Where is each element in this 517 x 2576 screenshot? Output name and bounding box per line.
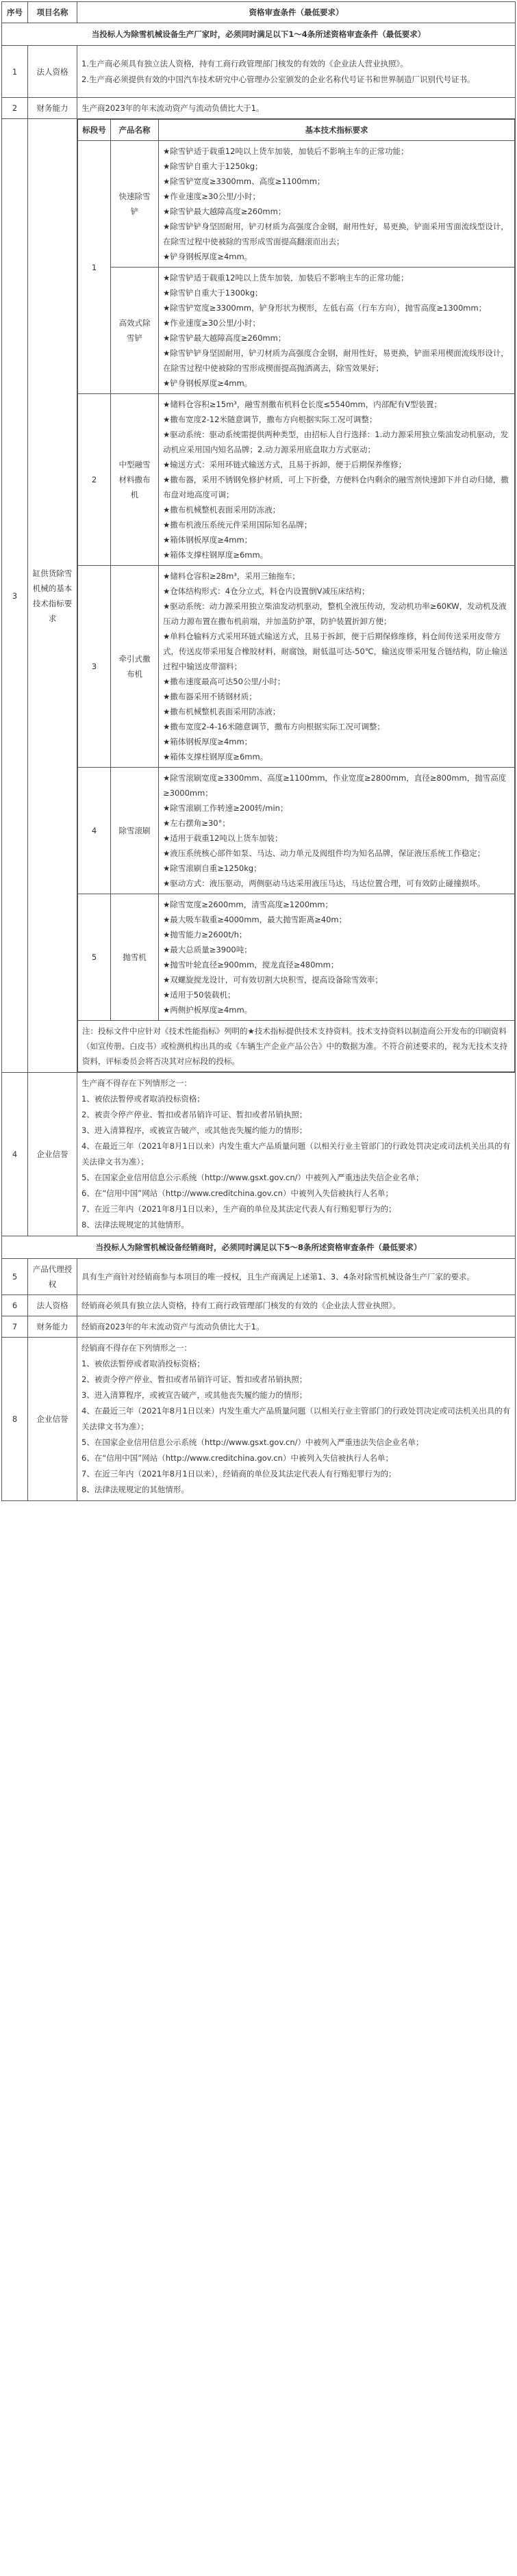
- spec-item: ★撒布速度最高可达50公里/小时；: [163, 677, 286, 686]
- spec-item: ★仓体结构形式：4仓分立式，料仓内设置倒V减压床结构；: [163, 586, 370, 596]
- requirement-cell: 生产商2023年的年末流动资产与流动负债比大于1。: [77, 98, 516, 119]
- header-spec: 基本技术指标要求: [159, 120, 515, 141]
- spec-item: ★撒布机械整机表面采用防冻液；: [163, 505, 281, 515]
- spec-item: ★储料仓容积≥15m³，融雪剂撒布机料仓长度≤5540mm，内部配有V型装置；: [163, 400, 442, 409]
- item-name-cell: 法人资格: [28, 46, 77, 98]
- product-name: 牵引式撒布机: [111, 566, 159, 768]
- requirement-cell: 经销商必须具有独立法人资格，持有工商行政管理部门核发的有效的《企业法人营业执照》。: [77, 1295, 516, 1316]
- lot-3-row: [78, 566, 515, 768]
- distributor-banner: 当投标人为除雪机械设备经销商时，必须同时满足以下5～8条所述资格审查条件（最低要求）: [2, 1236, 516, 1259]
- seq-cell: 2: [2, 98, 28, 119]
- lot-2-row: [78, 394, 515, 566]
- spec-item: ★除雪滚刷自重≥1250kg；: [163, 863, 262, 873]
- requirement-line: 8、法律法规规定的其他情形。: [81, 1220, 189, 1230]
- spec-item: ★撒布器采用不锈钢材质；: [163, 692, 257, 701]
- spec-item: ★除雪铲适于载重12吨以上货车加装，加装后不影响主车的正常功能；: [163, 146, 409, 156]
- spec-item: ★箱体钢板厚度≥4mm；: [163, 535, 253, 545]
- lot-number: 1: [78, 141, 111, 394]
- requirement-line: 7、在近三年内（2021年8月1日以来），经销商的单位及其法定代表人有行贿犯罪行为的；: [81, 1469, 396, 1479]
- item-name-cell: 产品代理授权: [28, 1259, 77, 1295]
- spec-item: ★撒布机械整机表面采用防冻液；: [163, 707, 281, 716]
- row-3: [2, 119, 516, 1073]
- lot-number: 3: [78, 566, 111, 768]
- header-product: 产品名称: [111, 120, 159, 141]
- row-6: [2, 1295, 516, 1316]
- product-name: 中型融雪材料撒布机: [111, 394, 159, 566]
- spec-item: ★两侧护板厚度≥4mm。: [163, 1005, 253, 1015]
- spec-item: ★除雪铲自重大于1250kg；: [163, 161, 263, 171]
- item-name-cell: 企业信誉: [28, 1073, 77, 1236]
- spec-item: ★除雪铲自重大于1300kg；: [163, 288, 263, 298]
- spec-header-row: [78, 120, 515, 141]
- manufacturer-banner-row: [2, 23, 516, 46]
- header-seq: 序号: [2, 2, 28, 23]
- requirement-line: 7、在近三年内（2021年8月1日以来），生产商的单位及其法定代表人有行贿犯罪行为的；: [81, 1204, 396, 1214]
- spec-item: ★撒布器，采用不锈钢免修护材质，可上下折叠，方便料仓内剩余的融雪剂快速卸下并自动归储，撒布盘对地高度可调；: [163, 475, 509, 499]
- spec-list: [159, 268, 515, 394]
- row-4: [2, 1073, 516, 1236]
- requirement-line: 2、被责令停产停业、暂扣或者吊销许可证、暂扣或者吊销执照；: [81, 1110, 307, 1119]
- row-7: [2, 1316, 516, 1338]
- spec-item: ★除雪铲宽度≥3300mm、高度≥1100mm；: [163, 177, 325, 186]
- requirement-cell: 经销商2023年的年末流动资产与流动负债比大于1。: [77, 1316, 516, 1338]
- item-name-cell: 缸供货除雪机械的基本技术指标要求: [28, 119, 77, 1073]
- product-name: 快速除雪铲: [111, 141, 159, 268]
- header-lot: 标段号: [78, 120, 111, 141]
- requirement-cell: [77, 46, 516, 98]
- distributor-banner-row: [2, 1236, 516, 1259]
- header-row: [2, 2, 516, 23]
- requirement-line: 1、被依法暂停或者取消投标资格；: [81, 1094, 205, 1104]
- spec-item: ★箱体钢板厚度≥4mm；: [163, 737, 253, 746]
- spec-item: ★作业速度≥30公里/小时；: [163, 192, 260, 201]
- spec-item: ★撒布机液压系统元件采用国际知名品牌；: [163, 520, 312, 530]
- spec-item: ★驱动系统：驱动系统需提供两种类型，由招标人自行选择：1.动力源采用独立柴油发动机驱动，发动机应采用国内知名品牌；2.动力源采用底盘取力方式驱动；: [163, 430, 509, 454]
- spec-item: ★抛雪能力≥2600t/h；: [163, 930, 247, 939]
- spec-item: ★除雪铲最大越障高度≥260mm；: [163, 333, 286, 343]
- requirement-line: 6、在“信用中国”网站（http://www.creditchina.gov.cn）中被列入失信被执行人名单；: [81, 1188, 393, 1198]
- spec-item: ★抛雪叶轮直径≥900mm，搅龙直径≥480mm；: [163, 960, 339, 970]
- spec-list: [159, 141, 515, 268]
- item-name-cell: 企业信誉: [28, 1338, 77, 1501]
- manufacturer-banner: 当投标人为除雪机械设备生产厂家时，必须同时满足以下1～4条所述资格审查条件（最低要求）: [2, 23, 516, 46]
- lot-number: 5: [78, 894, 111, 1021]
- spec-item: ★除雪滚刷工作转速≥200转/min；: [163, 803, 288, 813]
- spec-item: ★左右摆角≥30°；: [163, 818, 230, 828]
- spec-item: ★除雪铲宽度≥3300mm，铲身形状为楔形，左低右高（行车方向），抛雪高度≥1300mm；: [163, 303, 487, 313]
- product-name: 抛雪机: [111, 894, 159, 1021]
- row-2: [2, 98, 516, 119]
- requirement-line: 3、进入清算程序，或被宣告破产，或其他丧失履约能力的情形；: [81, 1390, 307, 1400]
- spec-item: ★驱动系统：动力源采用独立柴油发动机驱动，整机全液压传动，发动机功率≥60KW，发动机及液压动力源布置在撒布机前端，并加盖防护罩，防护装置折卸方便；: [163, 601, 507, 626]
- row-5: [2, 1259, 516, 1295]
- requirement-line: 4、在最近三年（2021年8月1日以来）内发生重大产品质量问题（以相关行业主管部门的行政处罚决定或司法机关出具的有关法律文书为准）；: [81, 1406, 511, 1431]
- requirement-line: 2.生产商必须提供有效的中国汽车技术研究中心管理办公室颁发的企业名称代号证书和世界制造厂识别代号证书。: [81, 74, 475, 84]
- spec-item: ★储料仓容积≥28m³，采用三轴拖车；: [163, 571, 300, 581]
- spec-item: ★铲身钢板厚度≥4mm。: [163, 252, 253, 261]
- row-1: [2, 46, 516, 98]
- spec-item: ★铲身钢板厚度≥4mm。: [163, 378, 253, 388]
- lot-1-row-b: [78, 268, 515, 394]
- spec-note-row: [78, 1021, 515, 1072]
- spec-item: ★除雪铲铲身坚固耐用，铲刃材质为高强度合金钢，耐用性好，易更换，铲面采用楔面流线形设计，在除雪过程中使被除的雪形成楔面提高抛洒离去，除雪效果好；: [163, 348, 509, 373]
- lot-number: 4: [78, 768, 111, 894]
- spec-item: ★输送方式：采用环链式输送方式，且易于拆卸，便于后期保养维修；: [163, 460, 407, 469]
- requirement-line: 8、法律法规规定的其他情形。: [81, 1485, 189, 1494]
- seq-cell: 1: [2, 46, 28, 98]
- requirement-line: 2、被责令停产停业、暂扣或者吊销许可证、暂扣或者吊销执照；: [81, 1375, 307, 1384]
- seq-cell: 8: [2, 1338, 28, 1501]
- row-8: [2, 1338, 516, 1501]
- requirement-line: 5、在国家企业信用信息公示系统（http://www.gsxt.gov.cn/）中被列入严重违法失信企业名单；: [81, 1173, 424, 1182]
- header-requirement: 资格审查条件（最低要求）: [77, 2, 516, 23]
- spec-item: ★除雪铲最大越障高度≥260mm；: [163, 207, 286, 216]
- requirement-line: 6、在“信用中国”网站（http://www.creditchina.gov.cn）中被列入失信被执行人名单；: [81, 1453, 393, 1463]
- spec-list: [159, 894, 515, 1021]
- requirement-intro: 生产商不得存在下列情形之一：: [81, 1078, 192, 1088]
- spec-item: ★驱动方式：液压驱动，两侧驱动马达采用液压马达，马达位置合理，可有效防止碰撞损坏。: [163, 879, 486, 888]
- product-name: 高效式除雪铲: [111, 268, 159, 394]
- lot-number: 2: [78, 394, 111, 566]
- item-name-cell: 财务能力: [28, 98, 77, 119]
- spec-item: ★除雪滚刷宽度≥3300mm、高度≥1100mm，作业宽度≥2800mm，直径≥800mm，抛雪高度≥3000mm；: [163, 773, 507, 798]
- requirement-line: 1、被依法暂停或者取消投标资格；: [81, 1359, 205, 1368]
- qualification-table: [1, 1, 516, 1501]
- requirement-line: 4、在最近三年（2021年8月1日以来）内发生重大产品质量问题（以相关行业主管部门的行政处罚决定或司法机关出具的有关法律文书为准）；: [81, 1141, 511, 1167]
- seq-cell: 5: [2, 1259, 28, 1295]
- seq-cell: 4: [2, 1073, 28, 1236]
- spec-item: ★箱体支撑柱钢厚度≥6mm。: [163, 752, 268, 762]
- item-name-cell: 法人资格: [28, 1295, 77, 1316]
- spec-item: ★双螺旋搅龙设计，可有效切割大块积雪，提高设备除雪效率；: [163, 975, 383, 985]
- spec-item: ★撒布宽度2-4-16米随意调节，撒布方向根据实际工况可调整；: [163, 722, 385, 731]
- requirement-cell: [77, 1073, 516, 1236]
- spec-item: ★适用于50装载机；: [163, 990, 236, 1000]
- tech-spec-table: [77, 119, 515, 1072]
- requirement-intro: 经销商不得存在下列情形之一：: [81, 1343, 192, 1353]
- spec-item: ★除雪宽度≥2600mm，清雪高度≥1200mm；: [163, 900, 333, 909]
- spec-list: [159, 566, 515, 768]
- seq-cell: 3: [2, 119, 28, 1073]
- spec-item: ★最大总质量≥3900吨；: [163, 945, 252, 954]
- item-name-cell: 财务能力: [28, 1316, 77, 1338]
- requirement-line: 5、在国家企业信用信息公示系统（http://www.gsxt.gov.cn/）中被列入严重违法失信企业名单；: [81, 1437, 424, 1447]
- spec-item: ★液压系统核心部件如泵、马达、动力单元及阀组件均为知名品牌，保证液压系统工作稳定；: [163, 848, 486, 858]
- lot-1-row-a: [78, 141, 515, 268]
- header-item: 项目名称: [28, 2, 77, 23]
- spec-item: ★单料仓输料方式采用环链式输送方式，且易于拆卸，便于后期保修维修，料仓间传送采用皮带方式，传送皮带采用复合橡胶材料，耐腐蚀，耐低温可达-50℃，输送皮带采用复合链结构，防止输送过程中输送皮带溜料；: [163, 632, 508, 671]
- spec-list: [159, 394, 515, 566]
- spec-list: [159, 768, 515, 894]
- spec-item: ★撒布宽度2-12米随意调节，撒布方向根据实际工况可调整；: [163, 415, 377, 424]
- lot-5-row: [78, 894, 515, 1021]
- spec-item: ★除雪铲铲身坚固耐用，铲刃材质为高强度合金钢，耐用性好，易更换，铲面采用雪面流线型设计，在除雪过程中使被除的雪形成雪面提高翻滚而出去；: [163, 222, 509, 246]
- requirement-cell: 具有生产商针对经销商参与本项目的唯一授权，且生产商满足上述第1、3、4条对除雪机械设备生产厂家的要求。: [77, 1259, 516, 1295]
- seq-cell: 7: [2, 1316, 28, 1338]
- requirement-line: 3、进入清算程序，或被宣告破产，或其他丧失履约能力的情形；: [81, 1126, 307, 1135]
- tech-spec-cell: [77, 119, 516, 1073]
- product-name: 除雪滚刷: [111, 768, 159, 894]
- spec-item: ★箱体支撑柱钢厚度≥6mm。: [163, 550, 268, 560]
- spec-item: ★最大吸车载重≥4000mm，最大抛雪距离≥40m；: [163, 915, 347, 924]
- requirement-line: 1.生产商必须具有独立法人资格，持有工商行政管理部门核发的有效的《企业法人营业执照》。: [81, 58, 408, 68]
- spec-item: ★作业速度≥30公里/小时；: [163, 318, 260, 328]
- spec-note: 注：投标文件中应针对《技术性能指标》列明的★技术指标提供技术支持资料。技术支持资料以制造商公开发布的印刷资料（如宣传册、白皮书）或检测机构出具的或《车辆生产企业产品公告》中的数据为准。不符合前述要求的，视为无技术支持资料，评标委员会将否决其对应标段的投标。: [78, 1021, 515, 1072]
- lot-4-row: [78, 768, 515, 894]
- seq-cell: 6: [2, 1295, 28, 1316]
- spec-item: ★适用于载重12吨以上货车加装；: [163, 833, 283, 843]
- requirement-cell: [77, 1338, 516, 1501]
- spec-item: ★除雪铲适于载重12吨以上货车加装，加装后不影响主车的正常功能；: [163, 273, 409, 283]
